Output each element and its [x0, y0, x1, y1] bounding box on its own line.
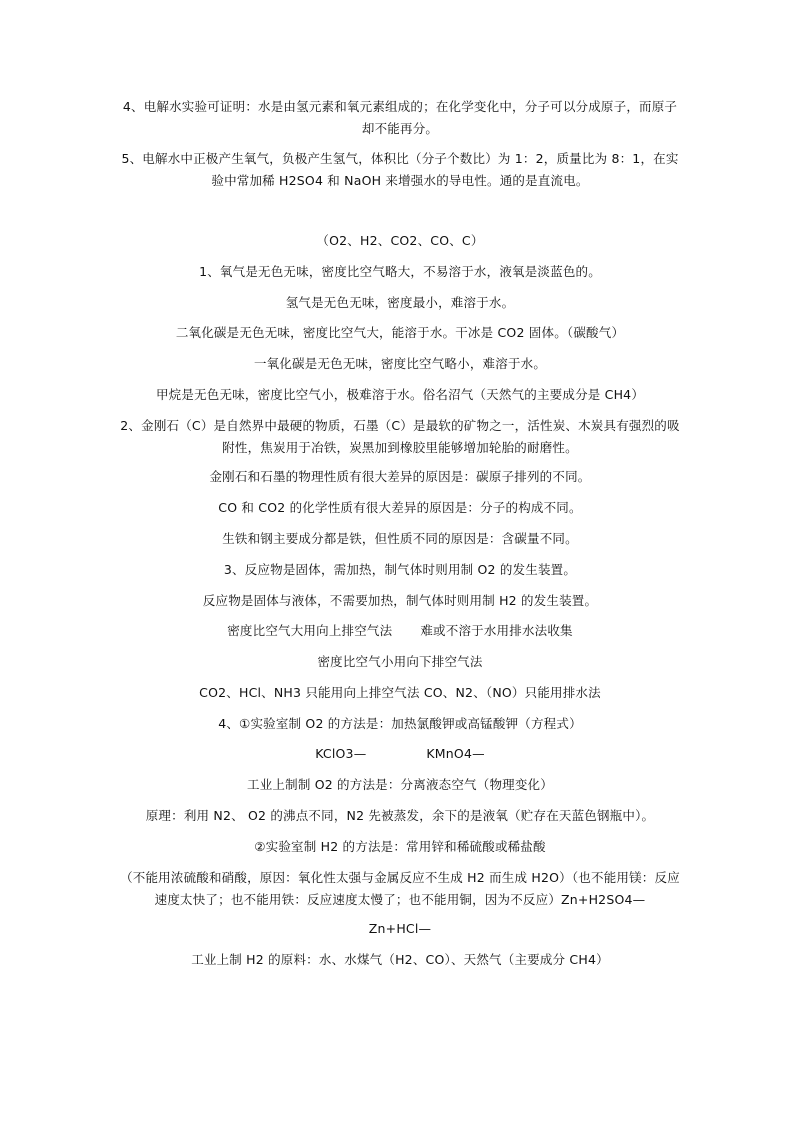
- line-collection-methods: [120, 620, 680, 642]
- upward-air-method: 密度比空气大用向上排空气法: [227, 623, 393, 638]
- line-iron-steel: 生铁和钢主要成分都是铁，但性质不同的原因是：含碳量不同。: [222, 531, 578, 546]
- line-downward-air: 密度比空气小用向下排空气法: [317, 654, 483, 669]
- paragraph-electrolysis-details: 5、电解水中正极产生氧气，负极产生氢气，体积比（分子个数比）为 1：2，质量比为 8：1，在实验中常加稀 H2SO4 和 NaOH 来增强水的导电性。通的是直流电。: [121, 151, 679, 188]
- line-co2-properties: 二氧化碳是无色无味，密度比空气大，能溶于水。干冰是 CO2 固体。（碳酸气）: [175, 325, 625, 340]
- line-industrial-h2: 工业上制 H2 的原料：水、水煤气（H2、CO）、天然气（主要成分 CH4）: [191, 952, 609, 967]
- line-lab-o2: 4、①实验室制 O2 的方法是：加热氯酸钾或高锰酸钾（方程式）: [218, 716, 582, 731]
- line-o2-equations: [120, 743, 680, 765]
- paragraph-carbon-forms: 2、金刚石（C）是自然界中最硬的物质，石墨（C）是最软的矿物之一，活性炭、木炭具有强烈的吸附性，焦炭用于冶铁，炭黑加到橡胶里能够增加轮胎的耐磨性。: [120, 418, 680, 455]
- line-co-properties: 一氧化碳是无色无味，密度比空气略小，难溶于水。: [253, 356, 547, 371]
- line-diamond-graphite: 金刚石和石墨的物理性质有很大差异的原因是：碳原子排列的不同。: [209, 469, 591, 484]
- line-hydrogen-properties: 氢气是无色无味，密度最小，难溶于水。: [285, 295, 515, 310]
- line-zn-hcl: Zn+HCl—: [368, 921, 432, 936]
- line-only-methods: CO2、HCl、NH3 只能用向上排空气法 CO、N2、（NO）只能用排水法: [199, 685, 601, 700]
- line-principle: 原理：利用 N2、 O2 的沸点不同，N2 先被蒸发，余下的是液氧（贮存在天蓝色钢瓶中）。: [145, 808, 655, 823]
- line-co-co2: CO 和 CO2 的化学性质有很大差异的原因是：分子的构成不同。: [218, 500, 582, 515]
- paragraph-h2-restrictions: （不能用浓硫酸和硝酸，原因：氧化性太强与金属反应不生成 H2 而生成 H2O）（也不能用镁：反应速度太快了；也不能用铁：反应速度太慢了；也不能用铜，因为不反应）Zn+H2SO4—: [120, 870, 680, 907]
- section-subtitle: （O2、H2、CO2、CO、C）: [316, 233, 484, 248]
- paragraph-electrolysis-proof: 4、电解水实验可证明：水是由氢元素和氧元素组成的；在化学变化中，分子可以分成原子，而原子却不能再分。: [122, 99, 678, 136]
- line-lab-h2: ②实验室制 H2 的方法是：常用锌和稀硫酸或稀盐酸: [254, 839, 546, 854]
- kclo3-equation: KClO3—: [315, 746, 367, 761]
- line-industrial-o2: 工业上制制 O2 的方法是：分离液态空气（物理变化）: [247, 777, 553, 792]
- line-oxygen-properties: 1、氧气是无色无味，密度比空气略大，不易溶于水，液氧是淡蓝色的。: [199, 264, 601, 279]
- line-methane-properties: 甲烷是无色无味，密度比空气小，极难溶于水。俗名沼气（天然气的主要成分是 CH4）: [155, 387, 645, 402]
- kmno4-equation: KMnO4—: [426, 746, 485, 761]
- line-solid-heating: 3、反应物是固体，需加热，制气体时则用制 O2 的发生装置。: [223, 562, 577, 577]
- water-method: 难或不溶于水用排水法收集: [420, 623, 573, 638]
- line-solid-liquid: 反应物是固体与液体，不需要加热，制气体时则用制 H2 的发生装置。: [202, 593, 598, 608]
